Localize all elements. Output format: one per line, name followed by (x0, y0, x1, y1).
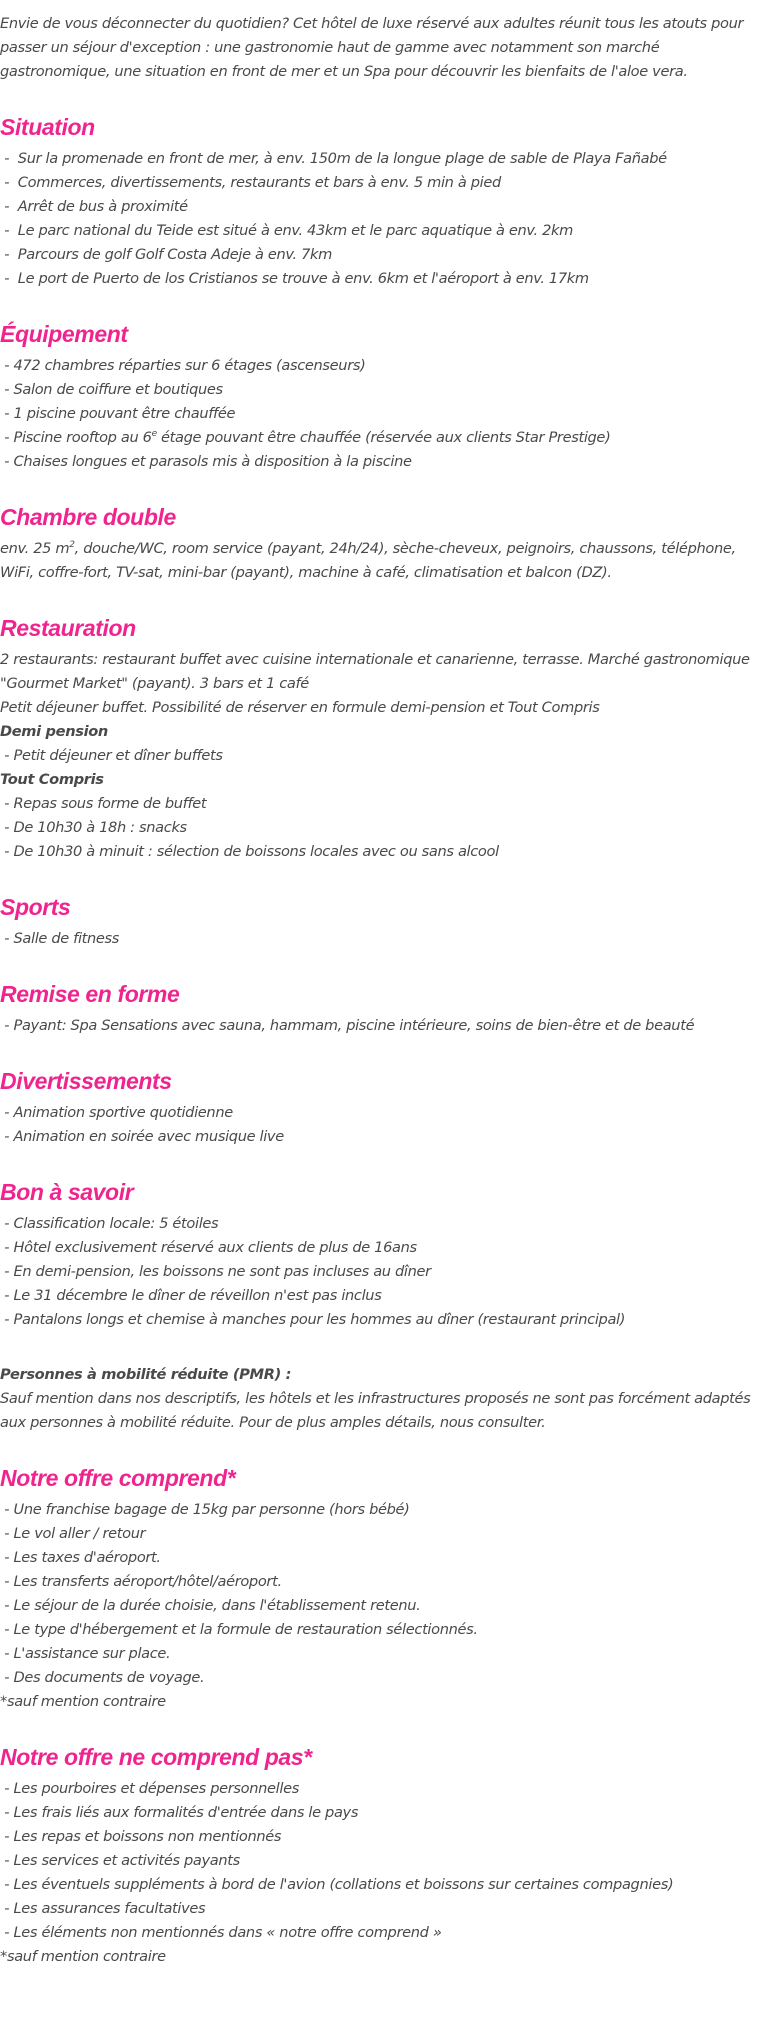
list-item: - Pantalons longs et chemise à manches pour les hommes au dîner (restaurant principal) (0, 1308, 758, 1332)
list-item: - Les services et activités payants (0, 1849, 758, 1873)
list-item: - Petit déjeuner et dîner buffets (0, 744, 758, 768)
pmr-text (0, 1363, 758, 1435)
list-item: - Le port de Puerto de los Cristianos se trouve à env. 6km et l'aéroport à env. 17km (0, 267, 758, 291)
demi-pension-label: Demi pension (0, 723, 108, 740)
list-item: - Les transferts aéroport/hôtel/aéroport. (0, 1570, 758, 1594)
section-situation (0, 84, 758, 291)
section-title-divertissements: Divertissements (0, 1068, 172, 1094)
section-title-remise-en-forme: Remise en forme (0, 981, 180, 1007)
section-pmr (0, 1332, 758, 1435)
sports-list (0, 927, 758, 951)
list-item: - Le vol aller / retour (0, 1522, 758, 1546)
restauration-line: 2 restaurants: restaurant buffet avec cuisine internationale et canarienne, terrasse. Marché gastronomique "Gourmet Market" (payant). 3 bars et 1 café (0, 651, 750, 692)
list-item: - Commerces, divertissements, restaurants et bars à env. 5 min à pied (0, 171, 758, 195)
list-item: - Arrêt de bus à proximité (0, 195, 758, 219)
list-item: - Le 31 décembre le dîner de réveillon n'est pas inclus (0, 1284, 758, 1308)
pmr-paragraph: Sauf mention dans nos descriptifs, les hôtels et les infrastructures proposés ne sont pas forcément adaptés aux personnes à mobilité réduite. Pour de plus amples détails, nous consulter. (0, 1390, 751, 1431)
list-item: - De 10h30 à minuit : sélection de boissons locales avec ou sans alcool (0, 840, 758, 864)
list-item: - Les éventuels suppléments à bord de l'avion (collations et boissons sur certaines compagnies) (0, 1873, 758, 1897)
section-offre-ne-comprend-pas (0, 1714, 758, 1969)
list-item: - 472 chambres réparties sur 6 étages (ascenseurs) (0, 354, 758, 378)
list-item: - Les repas et boissons non mentionnés (0, 1825, 758, 1849)
section-title-offre-ne-comprend-pas: Notre offre ne comprend pas* (0, 1744, 312, 1770)
pmr-label: Personnes à mobilité réduite (PMR) : (0, 1366, 292, 1383)
list-item: - Le séjour de la durée choisie, dans l'établissement retenu. (0, 1594, 758, 1618)
section-chambre (0, 474, 758, 585)
rooftop-ordinal: e (151, 429, 157, 439)
rooftop-text: Piscine rooftop au 6 (13, 429, 152, 446)
list-item: - Les assurances facultatives (0, 1897, 758, 1921)
section-title-sports: Sports (0, 894, 71, 920)
section-title-chambre: Chambre double (0, 504, 176, 530)
section-offre-comprend (0, 1435, 758, 1714)
list-item: - Salle de fitness (0, 927, 758, 951)
list-item: - Payant: Spa Sensations avec sauna, hammam, piscine intérieure, soins de bien-être et de beauté (0, 1014, 758, 1038)
chambre-text (0, 537, 758, 585)
section-title-equipement: Équipement (0, 321, 128, 347)
chambre-details: , douche/WC, room service (payant, 24h/24), sèche-cheveux, peignoirs, chaussons, téléphone, WiFi, coffre-fort, TV-sat, mini-bar (payant), machine à café, climatisation et balcon (DZ). (0, 540, 736, 581)
list-item: - Sur la promenade en front de mer, à env. 150m de la longue plage de sable de Playa Fañabé (0, 147, 758, 171)
list-item: - Animation sportive quotidienne (0, 1101, 758, 1125)
intro-paragraph: Envie de vous déconnecter du quotidien? Cet hôtel de luxe réservé aux adultes réunit tous les atouts pour passer un séjour d'exception : une gastronomie haut de gamme avec notamment son marché gastronomique, une situation en front de mer et un Spa pour découvrir les bienfaits de l'aloe vera. (0, 15, 744, 80)
rooftop-text-rest: étage pouvant être chauffée (réservée aux clients Star Prestige) (156, 429, 611, 446)
offre-non-list (0, 1777, 758, 1969)
list-item-rooftop (0, 426, 758, 450)
list-item: - Des documents de voyage. (0, 1666, 758, 1690)
section-equipement (0, 291, 758, 474)
section-bon-a-savoir (0, 1149, 758, 1332)
list-item: - Chaises longues et parasols mis à disposition à la piscine (0, 450, 758, 474)
list-item: - Hôtel exclusivement réservé aux clients de plus de 16ans (0, 1236, 758, 1260)
restauration-text (0, 648, 758, 864)
list-item: - Parcours de golf Golf Costa Adeje à env. 7km (0, 243, 758, 267)
section-remise-en-forme (0, 951, 758, 1038)
section-title-situation: Situation (0, 114, 95, 140)
offre-note: *sauf mention contraire (0, 1693, 166, 1710)
list-item: - Les éléments non mentionnés dans « notre offre comprend » (0, 1921, 758, 1945)
chambre-size-unit: 2 (69, 540, 75, 550)
chambre-size: env. 25 m (0, 540, 70, 557)
remise-list (0, 1014, 758, 1038)
list-item: - Les taxes d'aéroport. (0, 1546, 758, 1570)
list-item: - Classification locale: 5 étoiles (0, 1212, 758, 1236)
offre-list (0, 1498, 758, 1714)
section-title-offre-comprend: Notre offre comprend* (0, 1465, 236, 1491)
divertissements-list (0, 1101, 758, 1149)
bon-list (0, 1212, 758, 1332)
list-item: - De 10h30 à 18h : snacks (0, 816, 758, 840)
list-item: - Le parc national du Teide est situé à env. 43km et le parc aquatique à env. 2km (0, 219, 758, 243)
situation-list (0, 147, 758, 291)
section-divertissements (0, 1038, 758, 1149)
list-item: - Salon de coiffure et boutiques (0, 378, 758, 402)
list-item: - Les frais liés aux formalités d'entrée dans le pays (0, 1801, 758, 1825)
list-item: - 1 piscine pouvant être chauffée (0, 402, 758, 426)
list-item: - Le type d'hébergement et la formule de restauration sélectionnés. (0, 1618, 758, 1642)
list-item: - Une franchise bagage de 15kg par personne (hors bébé) (0, 1498, 758, 1522)
section-restauration (0, 585, 758, 864)
list-item: - Repas sous forme de buffet (0, 792, 758, 816)
section-title-restauration: Restauration (0, 615, 136, 641)
restauration-line: Petit déjeuner buffet. Possibilité de réserver en formule demi-pension et Tout Compris (0, 699, 600, 716)
offre-non-note: *sauf mention contraire (0, 1948, 166, 1965)
list-item: - Animation en soirée avec musique live (0, 1125, 758, 1149)
list-item: - En demi-pension, les boissons ne sont pas incluses au dîner (0, 1260, 758, 1284)
list-item: - Les pourboires et dépenses personnelles (0, 1777, 758, 1801)
list-item: - L'assistance sur place. (0, 1642, 758, 1666)
tout-compris-label: Tout Compris (0, 771, 104, 788)
section-title-bon-a-savoir: Bon à savoir (0, 1179, 134, 1205)
equipement-list (0, 354, 758, 474)
section-sports (0, 864, 758, 951)
